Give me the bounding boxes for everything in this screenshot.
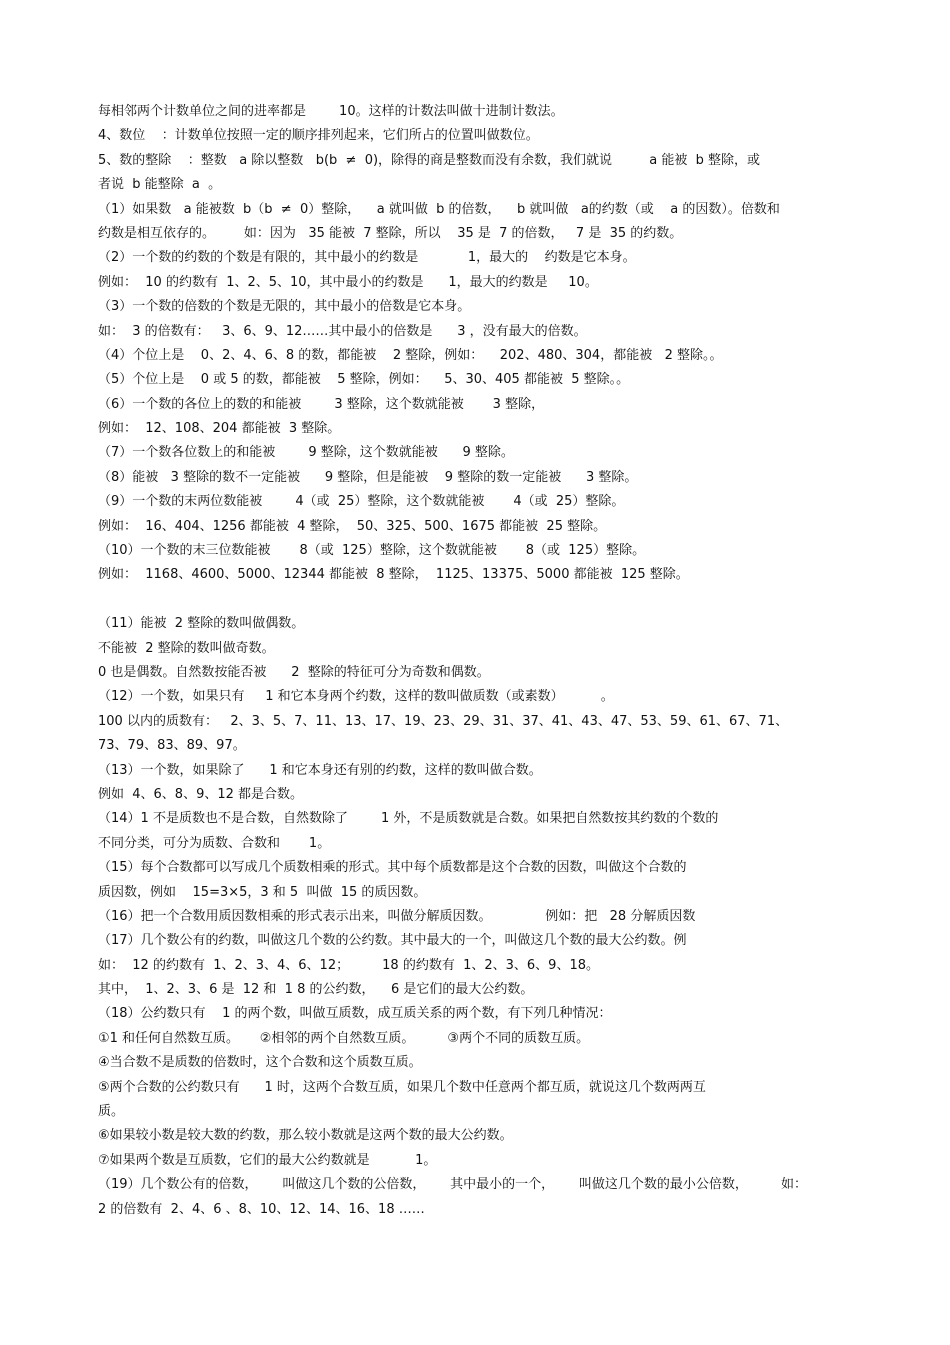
text-line: （6）一个数的各位上的数的和能被 3 整除，这个数就能被 3 整除， [98,396,545,412]
text-line: 不同分类，可分为质数、合数和 1。 [98,835,331,851]
text-line: （1）如果数 a 能被数 b（b ≠ 0）整除， a 就叫做 b 的倍数， b 就叫做 a的约数（或 a 的因数）。倍数和 [98,201,780,217]
text-line: 2 的倍数有 2、4、6 、8、10、12、14、16、18 …… [98,1201,425,1217]
text-line: （10）一个数的末三位数能被 8（或 125）整除，这个数就能被 8（或 125）整除。 [98,543,646,559]
text-line: 例如： 16、404、1256 都能被 4 整除， 50、325、500、1675 都能被 25 整除。 [98,518,607,534]
text-line: ⑤两个合数的公约数只有 1 时，这两个合数互质，如果几个数中任意两个都互质，就说这几个数两两互 [98,1079,706,1095]
text-line: （17）几个数公有的约数，叫做这几个数的公约数。其中最大的一个，叫做这几个数的最大公约数。例 [98,933,687,949]
text-line: （15）每个合数都可以写成几个质数相乘的形式。其中每个质数都是这个合数的因数，叫做这个合数的 [98,860,687,876]
text-line: （12）一个数，如果只有 1 和它本身两个约数，这样的数叫做质数（或素数） 。 [98,689,614,705]
text-line: （7）一个数各位数上的和能被 9 整除，这个数就能被 9 整除。 [98,445,514,461]
text-line: （11）能被 2 整除的数叫做偶数。 [98,616,305,632]
blank-line [98,588,868,612]
text-line: （8）能被 3 整除的数不一定能被 9 整除，但是能被 9 整除的数一定能被 3 整除。 [98,469,638,485]
text-line: （4）个位上是 0、2、4、6、8 的数，都能被 2 整除，例如： 202、480、304，都能被 2 整除。。 [98,347,723,363]
text-line: 不能被 2 整除的数叫做奇数。 [98,640,275,656]
text-line: 质因数，例如 15=3×5，3 和 5 叫做 15 的质因数。 [98,884,427,900]
text-line: 质。 [98,1104,125,1120]
text-line: （16）把一个合数用质因数相乘的形式表示出来，叫做分解质因数。 例如：把 28 分解质因数 [98,908,696,924]
text-line: ⑦如果两个数是互质数，它们的最大公约数就是 1。 [98,1152,437,1168]
text-line: 约数是相互依存的。 如：因为 35 能被 7 整除，所以 35 是 7 的倍数， 7 是 35 的约数。 [98,225,683,241]
text-line: （19）几个数公有的倍数， 叫做这几个数的公倍数， 其中最小的一个， 叫做这几个数的最小公倍数， 如： [98,1177,807,1193]
text-line: 例如 4、6、8、9、12 都是合数。 [98,786,304,802]
text-line: （9）一个数的末两位数能被 4（或 25）整除，这个数就能被 4（或 25）整除。 [98,494,625,510]
text-line: 100 以内的质数有： 2、3、5、7、11、13、17、19、23、29、31、37、41、43、47、53、59、61、67、71、 [98,713,789,729]
text-line: （13）一个数，如果除了 1 和它本身还有别的约数，这样的数叫做合数。 [98,762,542,778]
text-line: 每相邻两个计数单位之间的进率都是 10。这样的计数法叫做十进制计数法。 [98,104,564,119]
document-body [98,100,868,1222]
text-line: ①1 和任何自然数互质。 ②相邻的两个自然数互质。 ③两个不同的质数互质。 [98,1030,590,1046]
text-line: 5、数的整除 ：整数 a 除以整数 b(b ≠ 0)，除得的商是整数而没有余数，我们就说 a 能被 b 整除，或 [98,152,760,168]
text-line: 4、数位 ：计数单位按照一定的顺序排列起来，它们所占的位置叫做数位。 [98,128,539,144]
text-line: ⑥如果较小数是较大数的约数，那么较小数就是这两个数的最大公约数。 [98,1128,513,1144]
text-line: （3）一个数的倍数的个数是无限的，其中最小的倍数是它本身。 [98,299,471,315]
text-line: 0 也是偶数。自然数按能否被 2 整除的特征可分为奇数和偶数。 [98,664,490,680]
text-line: 其中， 1、2、3、6 是 12 和 1 8 的公约数， 6 是它们的最大公约数。 [98,982,534,998]
text-line: 例如： 10 的约数有 1、2、5、10，其中最小的约数是 1，最大的约数是 10。 [98,274,598,290]
text-line: （5）个位上是 0 或 5 的数，都能被 5 整除，例如： 5、30、405 都能被 5 整除。。 [98,372,630,388]
text-line: 如： 3 的倍数有： 3、6、9、12……其中最小的倍数是 3 ，没有最大的倍数。 [98,323,587,339]
text-line: （18）公约数只有 1 的两个数，叫做互质数，成互质关系的两个数，有下列几种情况： [98,1006,612,1022]
text-line: （2）一个数的约数的个数是有限的，其中最小的约数是 1，最大的 约数是它本身。 [98,250,636,266]
text-line: 例如： 12、108、204 都能被 3 整除。 [98,421,341,437]
text-line: 例如： 1168、4600、5000、12344 都能被 8 整除， 1125、13375、5000 都能被 125 整除。 [98,567,689,583]
text-line: ④当合数不是质数的倍数时，这个合数和这个质数互质。 [98,1055,422,1071]
text-line: 者说 b 能整除 a 。 [98,177,222,193]
text-line: 73、79、83、89、97。 [98,738,246,754]
text-line: 如： 12 的约数有 1、2、3、4、6、12； 18 的约数有 1、2、3、6、9、18。 [98,957,599,973]
text-line: （14）1 不是质数也不是合数，自然数除了 1 外，不是质数就是合数。如果把自然数按其约数的个数的 [98,811,719,827]
